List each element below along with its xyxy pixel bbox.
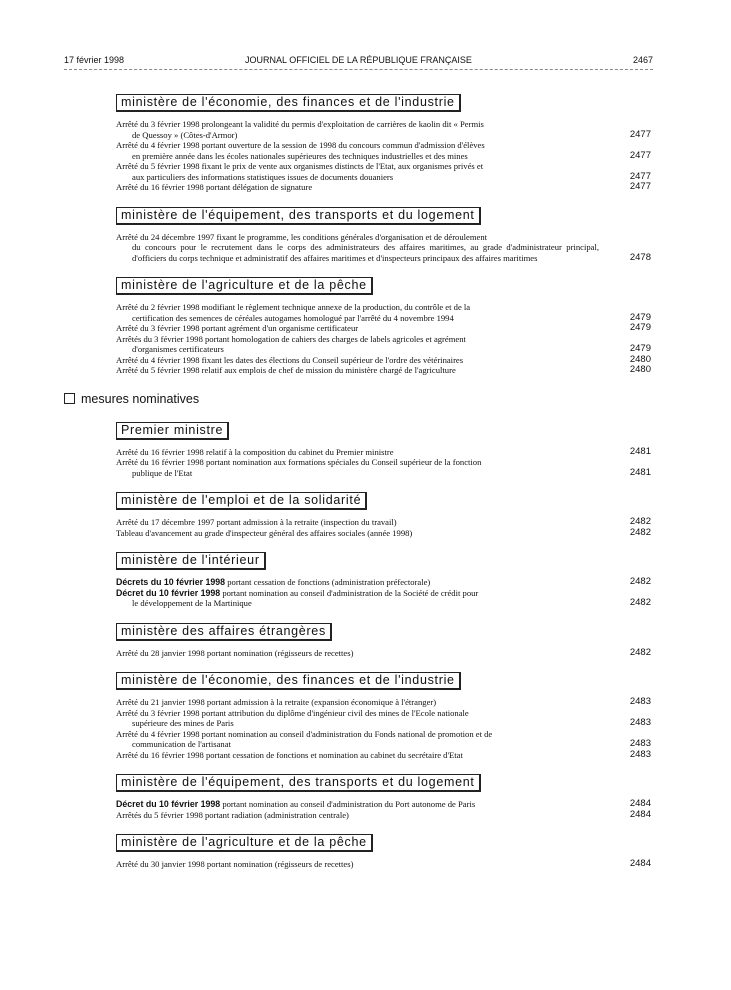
entry-text-continued: communication de l'artisanat: [132, 739, 231, 749]
toc-entry[interactable]: [116, 517, 653, 528]
entry-text: Arrêté du 16 février 1998 portant délégation de signature: [116, 182, 313, 192]
entry-text: Arrêté du 16 février 1998 relatif à la composition du cabinet du Premier ministre: [116, 446, 394, 457]
entry-page-number: 2483: [629, 738, 651, 749]
entry-text-continued: de Quessoy » (Côtes-d'Armor): [132, 129, 238, 140]
entry-page-number: 2477: [629, 181, 651, 192]
ministry-title: ministère de l'emploi et de la solidarité: [116, 492, 367, 510]
entry-text: portant nomination au conseil d'administration du Port autonome de Paris: [222, 799, 476, 809]
entry-text: Arrêté du 5 février 1998 relatif aux emplois de chef de mission du ministère chargé de l'agriculture: [116, 365, 456, 375]
entry-text: Arrêté du 28 janvier 1998 portant nomination (régisseurs de recettes): [116, 647, 354, 658]
toc-entry[interactable]: [116, 810, 653, 821]
toc-entry[interactable]: [116, 302, 653, 323]
mesures-nominatives-heading: [64, 392, 653, 408]
entry-page-number: 2482: [629, 576, 651, 587]
entry-page-number: 2484: [629, 808, 651, 820]
toc-entry[interactable]: [116, 119, 653, 140]
entry-page-number: 2477: [629, 170, 651, 182]
entry-text: portant cessation de fonctions (administration préfectorale): [227, 577, 431, 587]
decree-title: Décrets du 10 février 1998: [116, 577, 226, 587]
entry-page-number: 2477: [629, 128, 651, 140]
entry-page-number: 2482: [629, 597, 651, 608]
entry-page-number: 2478: [629, 251, 651, 263]
ministry-title: ministère de l'économie, des finances et de l'industrie: [116, 672, 461, 690]
entry-text: Arrêté du 2 février 1998 modifiant le règlement technique annexe de la production, du contrôle et de la: [116, 302, 471, 312]
table-of-contents: [64, 80, 653, 870]
entry-text: Arrêté du 4 février 1998 fixant les dates des élections du Conseil supérieur de l'ordre des vétérinaires: [116, 354, 464, 365]
entry-page-number: 2481: [629, 466, 651, 478]
toc-entry[interactable]: [116, 447, 653, 458]
ministry-section: [116, 478, 653, 538]
decree-title: Décret du 10 février 1998: [116, 587, 221, 598]
entry-text-continued: d'organismes certificateurs: [132, 344, 224, 354]
entry-text: Arrêté du 17 décembre 1997 portant admission à la retraite (inspection du travail): [116, 517, 397, 527]
entry-text: Arrêté du 5 février 1998 fixant le prix de vente aux organismes distincts de l'Etat, aux organismes privés et: [116, 161, 484, 171]
entry-page-number: 2479: [629, 311, 651, 323]
toc-entry[interactable]: [116, 161, 653, 182]
toc-entry[interactable]: [116, 232, 653, 264]
entry-page-number: 2477: [629, 149, 651, 161]
entry-text: Arrêté du 21 janvier 1998 portant admission à la retraite (expansion économique à l'étranger): [116, 697, 437, 707]
toc-entry[interactable]: [116, 859, 653, 870]
entry-text: Arrêté du 16 février 1998 portant nomination aux formations spéciales du Conseil supérieur de la fonction: [116, 457, 482, 467]
entry-page-number: 2480: [629, 364, 651, 375]
entry-page-number: 2483: [629, 696, 651, 707]
entry-text: Arrêté du 3 février 1998 prolongeant la validité du permis d'exploitation de carrières de kaolin dit « Permis: [116, 119, 484, 129]
mesures-label: mesures nominatives: [81, 391, 200, 406]
toc-entry[interactable]: [116, 750, 653, 761]
header-rule: [64, 69, 653, 70]
toc-entry[interactable]: [116, 648, 653, 659]
entry-text: Arrêtés du 3 février 1998 portant homologation de cahiers des charges de labels agricoles et agrément: [116, 333, 466, 344]
entry-text: Arrêté du 3 février 1998 portant agrément d'un organisme certificateur: [116, 323, 359, 333]
ministry-section: [116, 193, 653, 264]
ministry-title: ministère de l'intérieur: [116, 552, 266, 570]
entry-page-number: 2482: [629, 526, 651, 538]
ministry-section: [116, 80, 653, 193]
toc-entry[interactable]: [116, 323, 653, 334]
nominative-measures: [64, 408, 653, 870]
toc-entry[interactable]: [116, 365, 653, 376]
entry-text: Tableau d'avancement au grade d'inspecteur général des affaires sociales (année 1998): [116, 527, 413, 538]
entry-text-continued: aux particuliers des informations statistiques issues de documents douaniers: [132, 171, 394, 182]
entry-text-continued: en première année dans les écoles nationales supérieures des techniques industrielles et des mines: [132, 150, 468, 161]
entry-text-continued: publique de l'Etat: [132, 467, 193, 478]
ministry-title: ministère de l'agriculture et de la pêche: [116, 834, 373, 852]
journal-title: JOURNAL OFFICIEL DE LA RÉPUBLIQUE FRANÇAISE: [245, 55, 472, 65]
toc-entry[interactable]: [116, 334, 653, 355]
decree-title: Décret du 10 février 1998: [116, 799, 221, 809]
toc-entry[interactable]: [116, 577, 653, 588]
ministry-section: [116, 820, 653, 870]
checkbox-square-icon: [64, 393, 75, 404]
entry-text: Arrêté du 3 février 1998 portant attribution du diplôme d'ingénieur civil des mines de l'Ecole nationale: [116, 707, 469, 718]
entry-text-continued: du concours pour le recrutement dans le corps des administrateurs des affaires maritimes, au grade d'administrateur principal, d'officiers du corps technique et administratif des affaires maritimes et d'inspecteurs principaux des affaires maritimes: [132, 242, 599, 263]
entry-text-continued: certification des semences de céréales autogames homologué par l'arrêté du 4 novembre 1994: [132, 312, 454, 323]
entry-page-number: 2483: [629, 717, 651, 728]
ministry-title: ministère des affaires étrangères: [116, 623, 332, 641]
entry-text: Arrêtés du 5 février 1998 portant radiation (administration centrale): [116, 809, 349, 820]
ministry-section: [116, 538, 653, 609]
ministry-title: ministère de l'équipement, des transports et du logement: [116, 774, 481, 792]
entry-text-continued: supérieure des mines de Paris: [132, 718, 234, 728]
ministry-section: [116, 609, 653, 659]
entry-text: Arrêté du 16 février 1998 portant cessation de fonctions et nomination au cabinet du secrétaire d'Etat: [116, 749, 463, 760]
toc-entry[interactable]: [116, 708, 653, 729]
entry-page-number: 2484: [629, 858, 651, 869]
entry-page-number: 2482: [629, 646, 651, 658]
entry-page-number: 2484: [629, 798, 651, 809]
entry-page-number: 2482: [629, 516, 651, 527]
entry-text-continued: le développement de la Martinique: [132, 598, 252, 608]
ministry-title: Premier ministre: [116, 422, 229, 440]
toc-entry[interactable]: [116, 457, 653, 478]
toc-entry[interactable]: [116, 799, 653, 810]
toc-entry[interactable]: [116, 182, 653, 193]
toc-entry[interactable]: [116, 588, 653, 609]
ministry-title: ministère de l'équipement, des transports et du logement: [116, 207, 481, 225]
toc-entry[interactable]: [116, 697, 653, 708]
entry-text: Arrêté du 24 décembre 1997 fixant le programme, les conditions générales d'organisation et de déroulement: [116, 231, 488, 242]
general-decrees: [64, 80, 653, 376]
page-header: [64, 55, 653, 69]
entry-page-number: 2481: [629, 445, 651, 457]
entry-text: Arrêté du 4 février 1998 portant nomination au conseil d'administration du Fonds national de promotion et de: [116, 728, 493, 739]
entry-text: Arrêté du 30 janvier 1998 portant nomination (régisseurs de recettes): [116, 859, 354, 869]
entry-page-number: 2480: [629, 353, 651, 365]
ministry-title: ministère de l'agriculture et de la pêche: [116, 277, 373, 295]
ministry-section: [116, 760, 653, 820]
ministry-section: [116, 263, 653, 376]
ministry-section: [116, 658, 653, 760]
entry-page-number: 2479: [629, 322, 651, 333]
ministry-section: [116, 408, 653, 479]
entry-text: portant nomination au conseil d'administration de la Société de crédit pour: [222, 587, 479, 598]
toc-entry[interactable]: [116, 140, 653, 161]
ministry-title: ministère de l'économie, des finances et de l'industrie: [116, 94, 461, 112]
toc-entry[interactable]: [116, 528, 653, 539]
header-page-number: 2467: [632, 55, 653, 65]
entry-page-number: 2483: [629, 748, 651, 760]
header-date: 17 février 1998: [64, 55, 125, 65]
entry-text: Arrêté du 4 février 1998 portant ouverture de la session de 1998 du concours commun d'admission d'élèves: [116, 140, 485, 150]
toc-entry[interactable]: [116, 355, 653, 366]
entry-page-number: 2479: [629, 343, 651, 354]
toc-entry[interactable]: [116, 729, 653, 750]
